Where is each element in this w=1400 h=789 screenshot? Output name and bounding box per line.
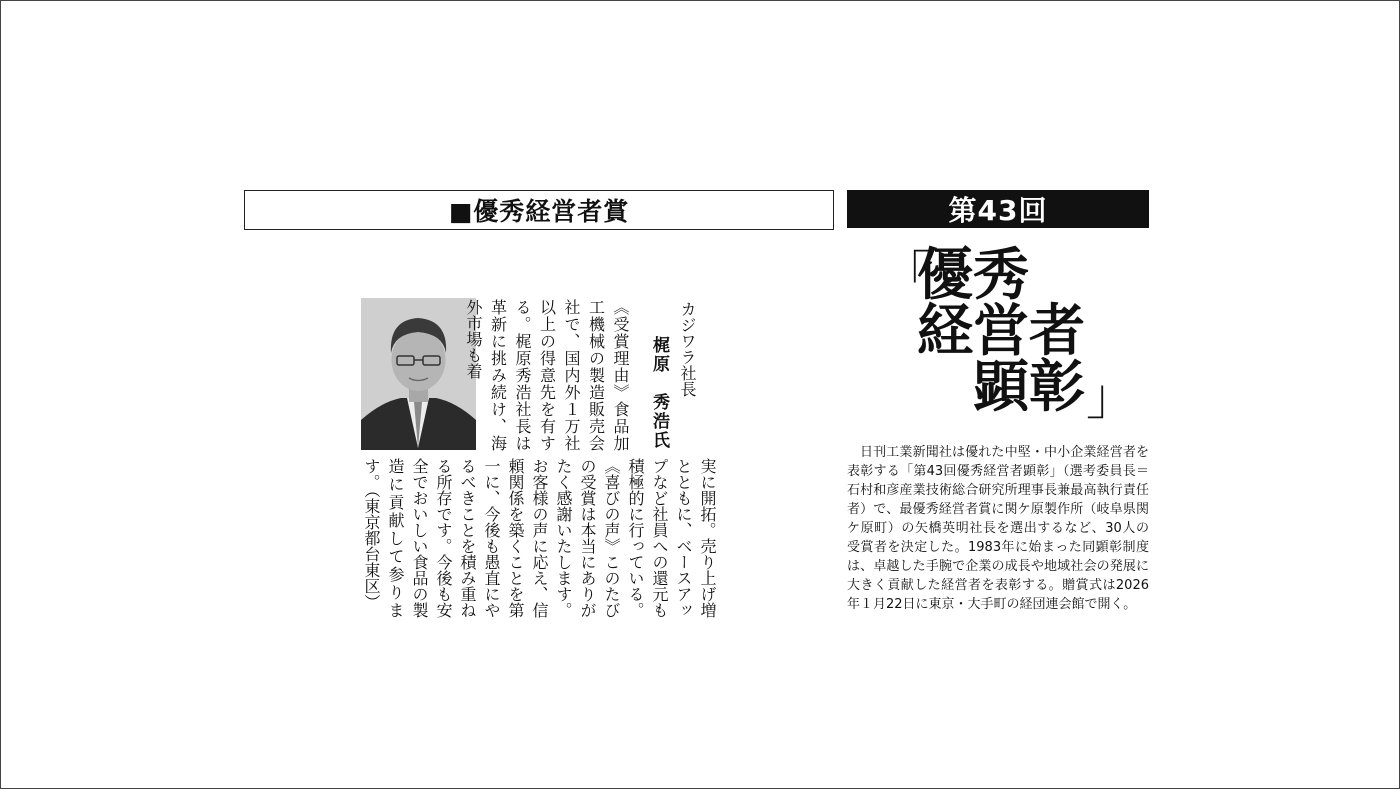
profile-name: 梶原 秀浩氏 [649,336,669,450]
headline-quote-close: 」 [1086,368,1136,426]
headline-line-3: 顕彰 [973,354,1085,420]
headline-line-1: 優秀 [917,242,1029,308]
summary-paragraph [847,443,1149,614]
profile-body-part-2: 実に開拓。売り上げ増とともに、ベースアップなど社員への還元も積極的に行っている。《喜びの声》このたびの受賞は本当にありがたく感謝いたします。お客様の声に応え、信頼関係を築くことを第一に、今後も愚直にやるべきことを積み重ねる所存です。今後も安全でおいしい食品の製造に貢献して参ります。（東京都台東区） [362,458,717,618]
profile-company-title: カジワラ社長 [678,301,697,397]
section-header: ■優秀経営者賞 [244,190,834,230]
edition-banner: 第43回 [847,190,1149,228]
headline-line-2: 経営者 [917,298,1085,364]
profile-body-part-1: 《受賞理由》食品加工機械の製造販売会社で、国内外１万社以上の得意先を有する。梶原秀浩社長は革新に挑み続け、海外市場も着 [464,299,630,451]
headline-quote-open: 「 [881,246,931,304]
headline [881,242,1151,426]
portrait-photo-art [361,298,476,450]
summary-text: 日刊工業新聞社は優れた中堅・中小企業経営者を表彰する「第43回優秀経営者顕彰」（選考委員長＝石村和彦産業技術総合研究所理事長兼最高執行責任者）で、最優秀経営者賞に関ケ原製作所（岐阜県関ケ原町）の矢橋英明社長を選出するなど、30人の受賞者を決定した。1983年に始まった同顕彰制度は、卓越した手腕で企業の成長や地域社会の発展に大きく貢献した経営者を表彰する。贈賞式は2026年１月22日に東京・大手町の経団連会館で開く。 [847,445,1149,612]
portrait-photo [361,298,476,450]
